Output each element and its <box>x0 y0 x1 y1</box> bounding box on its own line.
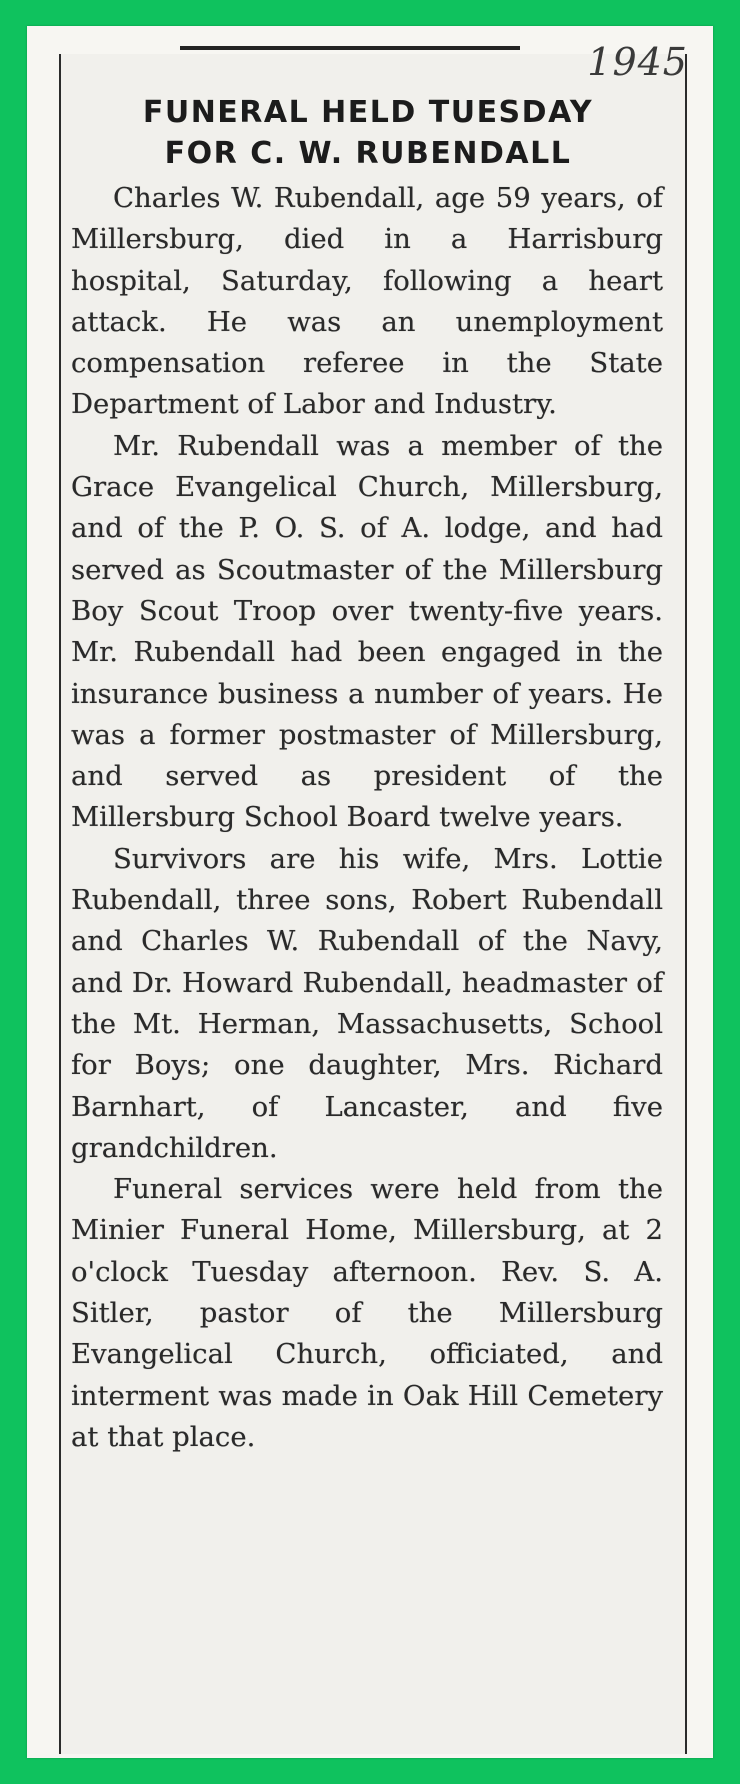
paragraph-death-notice: Charles W. Rubendall, age 59 years, of Millersburg, died in a Harrisburg hospital, Saturday, following a heart attack. He was an unemployment compensation referee in the State Department of Labor and Industry. <box>71 182 663 421</box>
top-rule <box>180 46 520 50</box>
paragraph-biography: Mr. Rubendall was a member of the Grace Evangelical Church, Millersburg, and of the P. O. S. of A. lodge, and had served as Scoutmaster of the Millersburg Boy Scout Troop over twenty-five years. Mr. Rubendall had been engaged in the insurance business a number of years. He was a former postmaster of Millersburg, and served as president of the Millersburg School Board twelve years. <box>71 429 663 834</box>
article-body <box>71 178 663 1458</box>
headline-line-1: FUNERAL HELD TUESDAY <box>142 95 594 130</box>
paragraph-funeral-services: Funeral services were held from the Minier Funeral Home, Millersburg, at 2 o'clock Tuesday afternoon. Rev. S. A. Sitler, pastor of the Millersburg Evangelical Church, officiated, and interment was made in Oak Hill Cemetery at that place. <box>71 1173 663 1453</box>
handwritten-year: 1945 <box>587 40 688 84</box>
headline-line-2: FOR C. W. RUBENDALL <box>164 136 572 171</box>
paragraph-survivors: Survivors are his wife, Mrs. Lottie Rubendall, three sons, Robert Rubendall and Charles W. Rubendall of the Navy, and Dr. Howard Rubendall, headmaster of the Mt. Herman, Massachusetts, School for Boys; one daughter, Mrs. Richard Barnhart, of Lancaster, and five grandchildren. <box>71 842 663 1164</box>
headline <box>68 92 668 174</box>
